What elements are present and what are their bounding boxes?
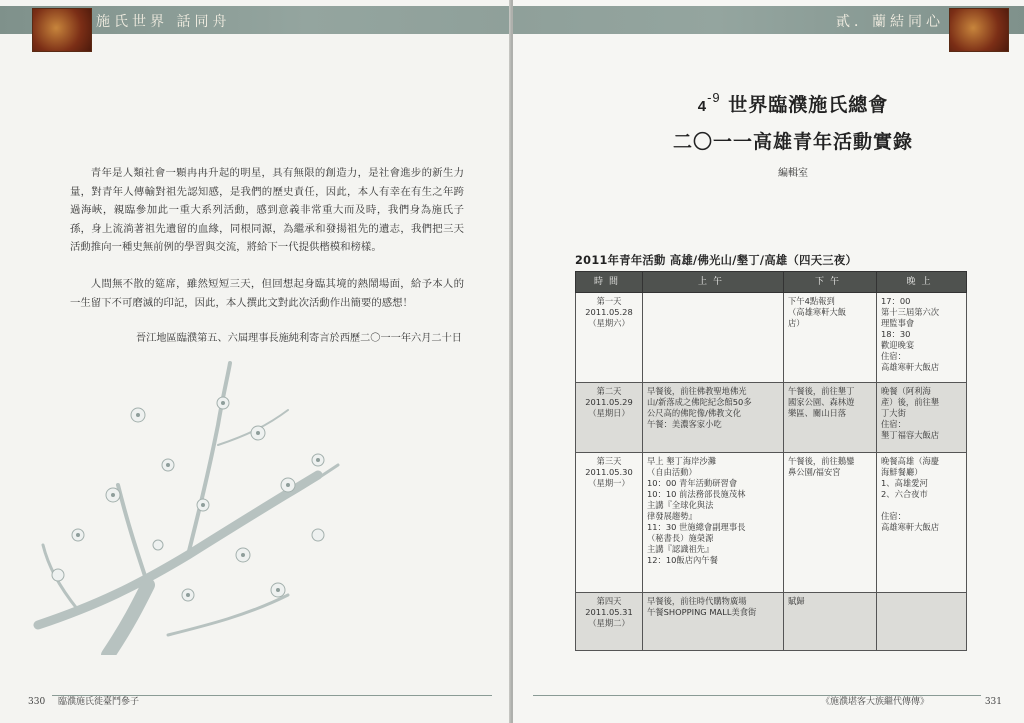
schedule-cell-line: 第十三屆第六次 (881, 307, 940, 317)
schedule-cell-line: 產）後，前往墾 (881, 397, 940, 407)
schedule-cell-line: 早餐後，前往時代購物廣場 (647, 596, 747, 606)
schedule-cell-eve (877, 383, 967, 453)
schedule-cell-line: （秘書長）施榮源 (647, 533, 714, 543)
schedule-cell-line: （星期日） (588, 408, 630, 418)
schedule-cell-am (643, 453, 784, 593)
right-header-title: 貳．蘭結同心 (836, 14, 944, 30)
schedule-cell-line: 下午4點報到 (788, 296, 835, 306)
left-page-number: 330 (28, 697, 46, 707)
schedule-cell-line: 住宿： (881, 511, 906, 521)
schedule-cell-pm (784, 593, 877, 651)
schedule-cell-day (576, 453, 643, 593)
schedule-cell-line: 墾丁福容大飯店 (881, 430, 940, 440)
schedule-cell-line: 高雄寒軒大飯店 (881, 362, 940, 372)
schedule-cell-line: 午餐後，前往鵝鑾 (788, 456, 855, 466)
schedule-cell-line: 第四天 (596, 596, 622, 606)
schedule-cell-day (576, 383, 643, 453)
schedule-cell-line: 晚餐（阿利海 (881, 386, 931, 396)
schedule-cell-line: 午餐後，前往墾丁 (788, 386, 855, 396)
schedule-cell-line: 公尺高的佛陀像/佛教文化 (647, 408, 742, 418)
schedule-cell-line: 高雄寒軒大飯店 (881, 522, 940, 532)
schedule-cell-line: 店） (788, 318, 805, 328)
schedule-cell-line: 第三天 (596, 456, 622, 466)
schedule-cell-line: 早上 墾丁海岸沙灘 (647, 456, 717, 466)
schedule-cell-line: （星期二） (588, 618, 630, 628)
schedule-row (576, 453, 967, 593)
right-page-number: 331 (984, 697, 1002, 707)
schedule-cell-line: 12：10飯店內午餐 (647, 555, 718, 565)
plum-blossom-illustration (18, 355, 358, 655)
schedule-cell-line: 10：10 前法務部長施茂林 (647, 489, 746, 499)
schedule-cell-line: 10：00 青年活動研習會 (647, 478, 738, 488)
schedule-cell-line: 17：00 (881, 296, 911, 306)
schedule-cell-line: （星期六） (588, 318, 630, 328)
article-title-block (613, 90, 973, 179)
right-page (513, 0, 1024, 723)
schedule-header-row (576, 272, 967, 293)
schedule-row (576, 293, 967, 383)
schedule-cell-am (643, 293, 784, 383)
schedule-cell-line: 午餐SHOPPING MALL美食街 (647, 607, 757, 617)
schedule-cell-day (576, 593, 643, 651)
schedule-title: 2011年青年活動 高雄/佛光山/墾丁/高雄（四天三夜） (575, 254, 858, 267)
schedule-cell-line: 2011.05.29 (585, 397, 633, 407)
schedule-row (576, 593, 967, 651)
schedule-cell-line: 山/新落成之佛陀紀念館50多 (647, 397, 752, 407)
left-signature: 晉江地區臨濮第五、六屆理事長施純利寄言於西歷二〇一一年六月二十日 (136, 333, 462, 344)
schedule-body (576, 293, 967, 651)
article-title-line-2: 二〇一一高雄青年活動實錄 (672, 131, 913, 153)
schedule-cell-line: （自由活動） (647, 467, 697, 477)
schedule-row (576, 383, 967, 453)
left-header-artwork-icon (32, 8, 92, 52)
schedule-cell-line: 晚餐高雄（海慶 (881, 456, 940, 466)
schedule-table (575, 271, 967, 651)
schedule-cell-eve (877, 593, 967, 651)
article-author: 編輯室 (778, 168, 808, 179)
schedule-cell-line: 歡迎晚宴 (881, 340, 915, 350)
schedule-cell-line: 主講『認識祖先』 (647, 544, 714, 554)
schedule-cell-line: 丁大街 (881, 408, 906, 418)
header-time: 時間 (576, 272, 643, 293)
header-evening: 晚上 (877, 272, 967, 293)
schedule-cell-am (643, 383, 784, 453)
schedule-cell-line: 樂區、關山日落 (788, 408, 847, 418)
schedule-cell-line: 海鮮餐廳） (881, 467, 923, 477)
schedule-cell-line: 住宿： (881, 351, 906, 361)
schedule-cell-pm (784, 293, 877, 383)
schedule-cell-line: （星期一） (588, 478, 630, 488)
schedule-cell-line: 2、六合夜市 (881, 489, 928, 499)
schedule-cell-eve (877, 293, 967, 383)
schedule-cell-line: 國家公園、森林遊 (788, 397, 855, 407)
schedule-cell-line: 早餐後，前往佛教聖地佛光 (647, 386, 747, 396)
left-page (0, 0, 511, 723)
left-header-title: 施氏世界 話同舟 (96, 14, 231, 30)
schedule-cell-line: 18：30 (881, 329, 911, 339)
header-morning: 上午 (643, 272, 784, 293)
article-title-line-1 (613, 90, 973, 117)
left-paragraph-1: 青年是人類社會一顆冉冉升起的明星，具有無限的創造力，是社會進步的新生力量，對青年人傳輸對祖先認知感，是我們的歷史責任，因此，本人有幸在有生之年跨過海峽，親臨參加此一重大系列活動，感到意義非常重大而及時，我們身為施氏子孫，身上流淌著祖先遺留的血緣，同根同源，為繼承和發揚祖先的遺志，我們把三天活動推向一種史無前例的學習與交流，將給下一代提供楷模和榜樣。 (70, 167, 464, 253)
schedule-cell-line: 賦歸 (788, 596, 805, 606)
title-line-1-text: 世界臨濮施氏總會 (728, 94, 889, 116)
schedule-cell-pm (784, 453, 877, 593)
schedule-cell-line: 第二天 (596, 386, 622, 396)
schedule-cell-line: 午餐：美濃客家小吃 (647, 419, 722, 429)
left-footer-text: 臨濮施氏徙臺鬥參子 (58, 697, 140, 707)
schedule-cell-line: 理監事會 (881, 318, 915, 328)
section-number-bold: 4 (697, 98, 708, 115)
schedule-cell-line: 2011.05.30 (585, 467, 633, 477)
schedule-cell-eve (877, 453, 967, 593)
schedule-cell-day (576, 293, 643, 383)
schedule-cell-line: 第一天 (596, 296, 622, 306)
schedule-cell-line (881, 500, 962, 511)
schedule-cell-line: 主講『全球化與法 (647, 500, 714, 510)
header-afternoon: 下午 (784, 272, 877, 293)
left-paragraph-2: 人間無不散的筵席，雖然短短三天，但回想起身臨其境的熱鬧場面，給予本人的一生留下不可磨滅的印記，因此，本人撰此文對此次活動作出簡要的感想！ (70, 278, 464, 309)
schedule-cell-line: 律發展趨勢』 (647, 511, 697, 521)
schedule-cell-am (643, 593, 784, 651)
right-header-band (513, 6, 1024, 34)
section-number-rest: -9 (707, 90, 721, 105)
schedule-cell-pm (784, 383, 877, 453)
right-header-artwork-icon (949, 8, 1009, 52)
right-footer-text: 《施濮堪客大族繼代傳傳》 (820, 697, 929, 707)
schedule-cell-line: 11：30 世施總會副理事長 (647, 522, 746, 532)
schedule-cell-line: 2011.05.31 (585, 607, 633, 617)
schedule-cell-line: 鼻公園/福安宮 (788, 467, 841, 477)
schedule-cell-line: （高雄寒軒大飯 (788, 307, 847, 317)
schedule-cell-line: 2011.05.28 (585, 307, 633, 317)
schedule-cell-line: 住宿： (881, 419, 906, 429)
schedule-cell-line: 1、高雄愛河 (881, 478, 928, 488)
